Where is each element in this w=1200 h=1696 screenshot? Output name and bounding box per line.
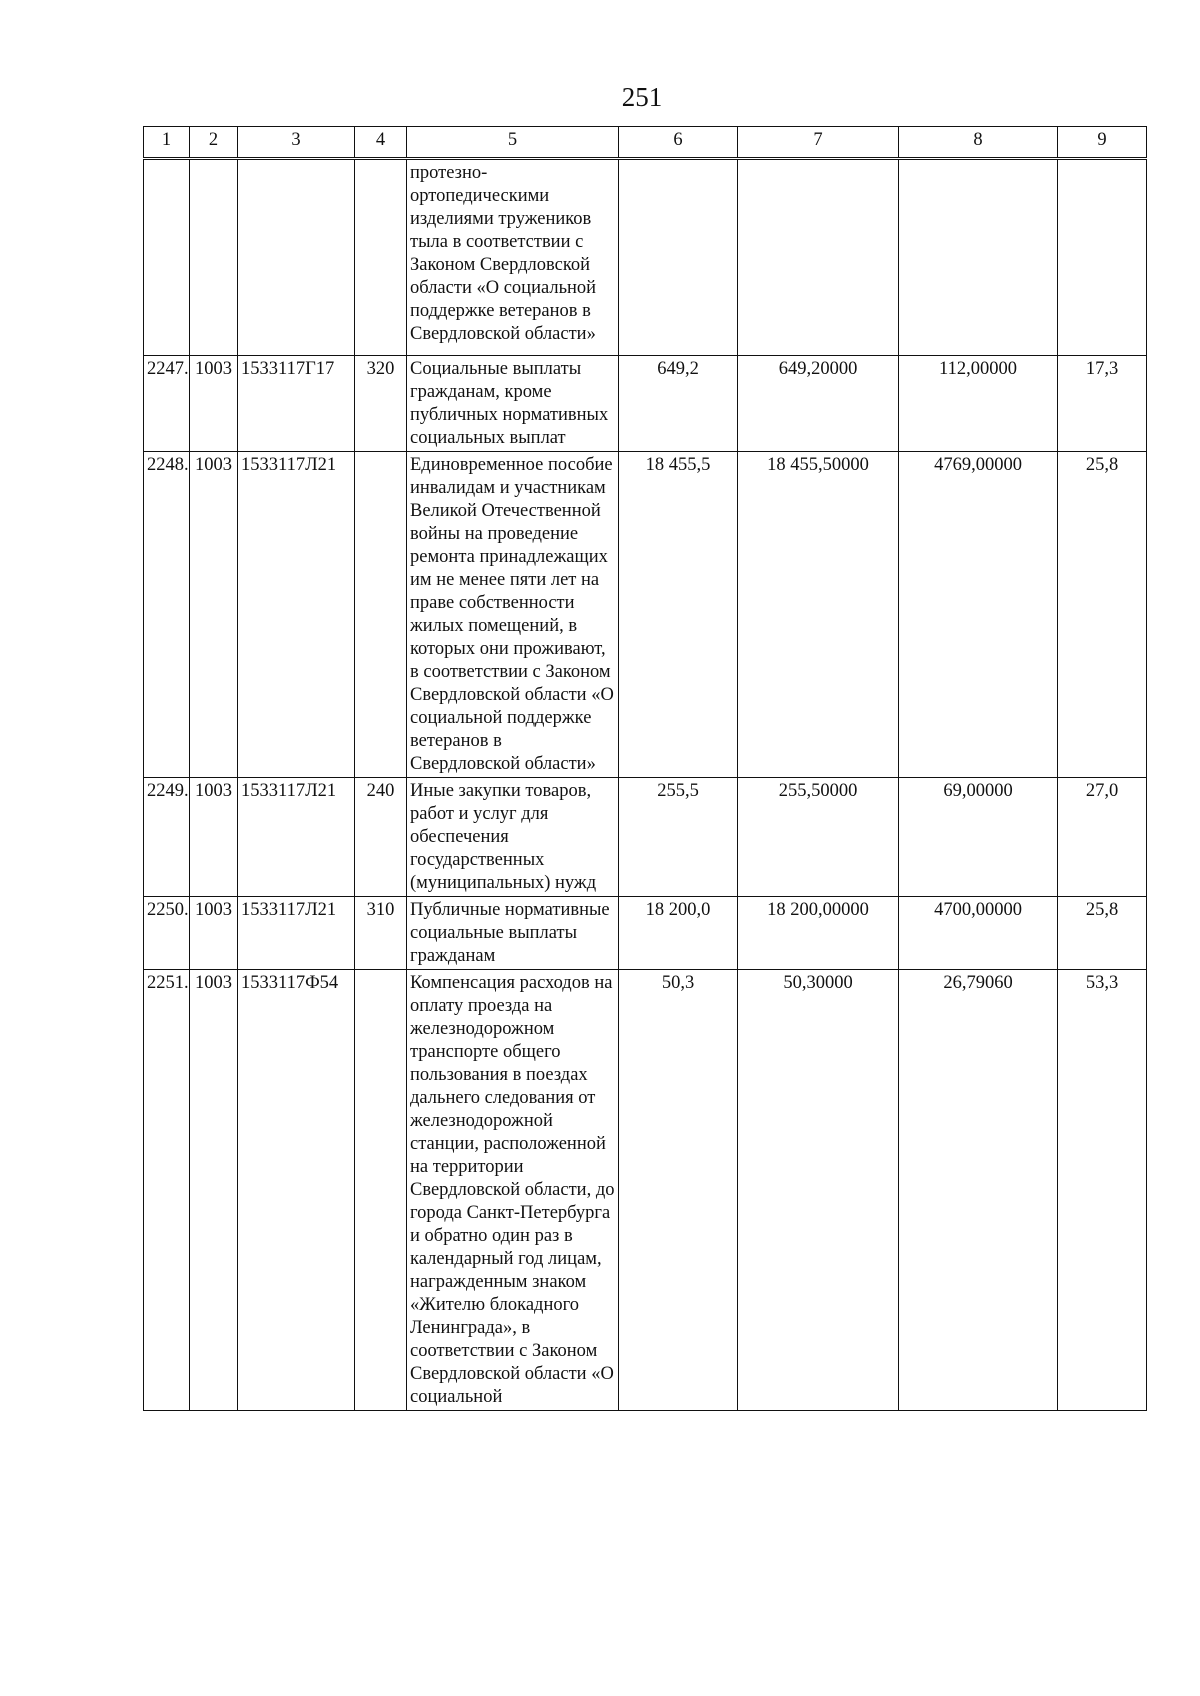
column-header: 9: [1058, 127, 1147, 159]
cell-col9: 17,3: [1058, 356, 1147, 452]
cell-col7: 255,50000: [738, 778, 899, 897]
cell-col9: 25,8: [1058, 452, 1147, 778]
column-header: 8: [899, 127, 1058, 159]
cell-type: 320: [355, 356, 407, 452]
column-header: 5: [407, 127, 619, 159]
cell-col6: 18 455,5: [619, 452, 738, 778]
cell-col9: 53,3: [1058, 970, 1147, 1411]
cell-col6: [619, 159, 738, 356]
cell-col8: 112,00000: [899, 356, 1058, 452]
cell-section: 1003: [190, 897, 238, 970]
table-row: [144, 897, 1147, 970]
cell-name: Компенсация расходов на оплату проезда на железнодорожном транспорте общего пользования в поездах дальнего следования от железнодорожной станции, расположенной на территории Свердловской области, до города Санкт-Петербурга и обратно один раз в календарный год лицам, награжденным знаком «Жителю блокадного Ленинграда», в соответствии с Законом Свердловской области «О социальной: [407, 970, 619, 1411]
table-row: [144, 356, 1147, 452]
cell-section: 1003: [190, 452, 238, 778]
column-header: 6: [619, 127, 738, 159]
table-row: [144, 778, 1147, 897]
table-row: [144, 452, 1147, 778]
cell-type: [355, 452, 407, 778]
cell-num: 2251.: [144, 970, 190, 1411]
column-header: 1: [144, 127, 190, 159]
cell-num: 2248.: [144, 452, 190, 778]
cell-num: 2250.: [144, 897, 190, 970]
cell-col8: 26,79060: [899, 970, 1058, 1411]
cell-col9: 25,8: [1058, 897, 1147, 970]
cell-num: 2247.: [144, 356, 190, 452]
column-header: 2: [190, 127, 238, 159]
cell-section: [190, 159, 238, 356]
cell-col6: 50,3: [619, 970, 738, 1411]
table-row: [144, 970, 1147, 1411]
cell-code: 1533117Ф54: [238, 970, 355, 1411]
cell-col6: 255,5: [619, 778, 738, 897]
column-header: 3: [238, 127, 355, 159]
cell-name: Социальные выплаты гражданам, кроме публичных нормативных социальных выплат: [407, 356, 619, 452]
cell-type: [355, 970, 407, 1411]
column-header: 7: [738, 127, 899, 159]
table-header-row: [144, 127, 1147, 159]
cell-col8: [899, 159, 1058, 356]
cell-code: 1533117Г17: [238, 356, 355, 452]
cell-col9: 27,0: [1058, 778, 1147, 897]
cell-section: 1003: [190, 356, 238, 452]
cell-col7: [738, 159, 899, 356]
cell-col7: 50,30000: [738, 970, 899, 1411]
cell-section: 1003: [190, 778, 238, 897]
cell-col6: 649,2: [619, 356, 738, 452]
cell-col7: 18 455,50000: [738, 452, 899, 778]
cell-col6: 18 200,0: [619, 897, 738, 970]
cell-code: 1533117Л21: [238, 897, 355, 970]
cell-name: Публичные нормативные социальные выплаты гражданам: [407, 897, 619, 970]
column-header: 4: [355, 127, 407, 159]
cell-col7: 18 200,00000: [738, 897, 899, 970]
page-number: 251: [621, 82, 663, 112]
cell-col7: 649,20000: [738, 356, 899, 452]
budget-table: [143, 126, 1147, 1411]
cell-code: [238, 159, 355, 356]
cell-col8: 4700,00000: [899, 897, 1058, 970]
cell-type: 240: [355, 778, 407, 897]
cell-name: Иные закупки товаров, работ и услуг для обеспечения государственных (муниципальных) нужд: [407, 778, 619, 897]
cell-col8: 4769,00000: [899, 452, 1058, 778]
cell-num: 2249.: [144, 778, 190, 897]
cell-name: протезно-ортопедическими изделиями тружеников тыла в соответствии с Законом Свердловской области «О социальной поддержке ветеранов в Свердловской области»: [407, 159, 619, 356]
cell-type: 310: [355, 897, 407, 970]
cell-num: [144, 159, 190, 356]
cell-code: 1533117Л21: [238, 452, 355, 778]
cell-col9: [1058, 159, 1147, 356]
cell-col8: 69,00000: [899, 778, 1058, 897]
table-row-continuation: [144, 159, 1147, 356]
cell-code: 1533117Л21: [238, 778, 355, 897]
cell-type: [355, 159, 407, 356]
cell-section: 1003: [190, 970, 238, 1411]
cell-name: Единовременное пособие инвалидам и участникам Великой Отечественной войны на проведение ремонта принадлежащих им не менее пяти лет на праве собственности жилых помещений, в которых они проживают, в соответствии с Законом Свердловской области «О социальной поддержке ветеранов в Свердловской области»: [407, 452, 619, 778]
